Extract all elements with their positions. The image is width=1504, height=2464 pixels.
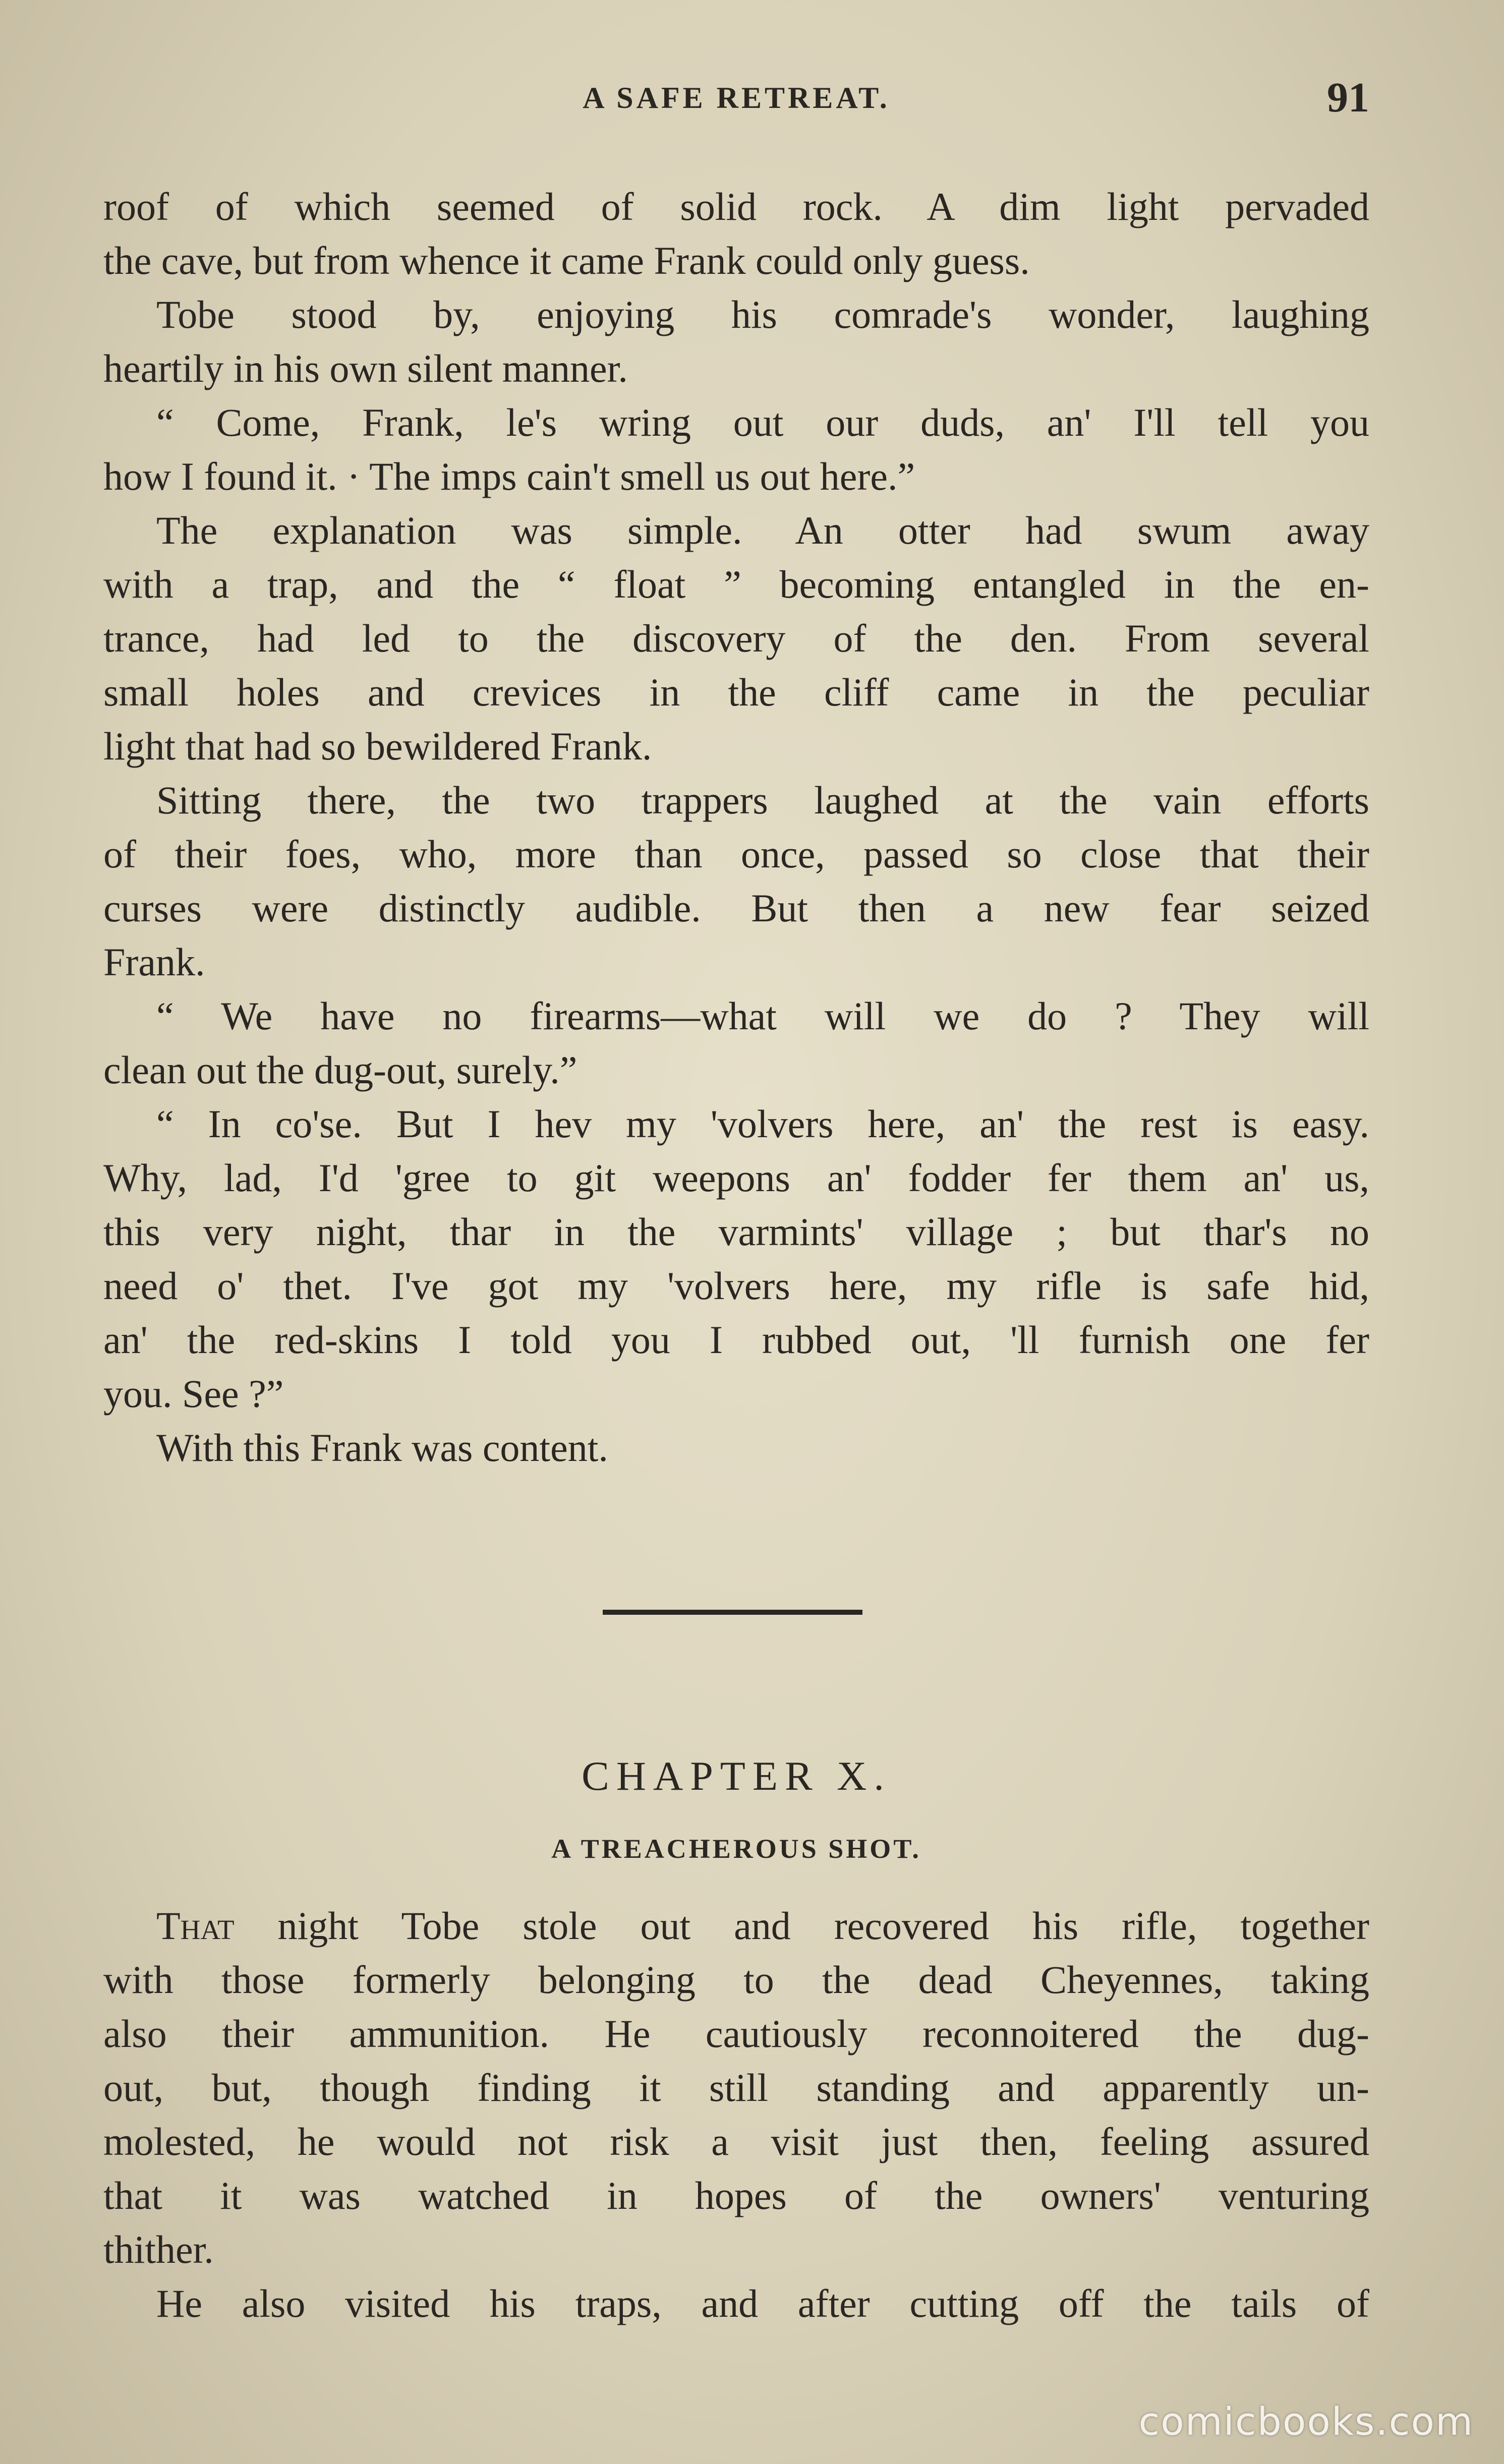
text-line: molested, he would not risk a visit just then, feeling assured [103, 2120, 1369, 2163]
text-line: thither. [103, 2227, 214, 2271]
text-line: Tobe stood by, enjoying his comrade's wonder, laughing [156, 292, 1369, 336]
text-line: “ We have no firearms—what will we do ? They will [156, 994, 1369, 1038]
text-line: Frank. [103, 940, 205, 984]
text-line: with a trap, and the “ float ” becoming entangled in the en- [103, 562, 1369, 606]
text-line: of their foes, who, more than once, passed so close that their [103, 832, 1369, 876]
body-text-top [103, 180, 1369, 1475]
text-line: He also visited his traps, and after cutting off the tails of [156, 2281, 1369, 2325]
text-line: With this Frank was content. [156, 1426, 608, 1470]
text-line: out, but, though finding it still standing and apparently un- [103, 2066, 1369, 2109]
text-line: Sitting there, the two trappers laughed at the vain efforts [156, 778, 1369, 822]
chapter-title: CHAPTER X. [582, 1753, 891, 1799]
chapter-subtitle: A TREACHEROUS SHOT. [551, 1834, 921, 1864]
page-number: 91 [1327, 74, 1369, 121]
text-line [103, 1899, 1369, 1953]
text-line: this very night, thar in the varmints' village ; but thar's no [103, 1210, 1369, 1254]
text-line: with those formerly belonging to the dead Cheyennes, taking [103, 1958, 1369, 2002]
drop-word: That [156, 1904, 235, 1948]
text-line: “ Come, Frank, le's wring out our duds, an' I'll tell you [156, 400, 1369, 444]
text-line: an' the red-skins I told you I rubbed out, 'll furnish one fer [103, 1318, 1369, 1362]
running-head [103, 76, 1369, 131]
text-line-rest: night Tobe stole out and recovered his rifle, together [234, 1904, 1369, 1948]
text-line: how I found it. · The imps cain't smell us out here.” [103, 454, 915, 498]
text-line: the cave, but from whence it came Frank could only guess. [103, 239, 1030, 282]
text-line: that it was watched in hopes of the owners' venturing [103, 2174, 1369, 2217]
text-line: heartily in his own silent manner. [103, 346, 628, 390]
running-title: A SAFE RETREAT. [583, 81, 890, 114]
text-line: light that had so bewildered Frank. [103, 724, 652, 768]
text-line: clean out the dug-out, surely.” [103, 1048, 577, 1092]
text-line: curses were distinctly audible. But then a new fear seized [103, 886, 1369, 930]
watermark: comicbooks.com [1138, 2399, 1474, 2444]
text-line: The explanation was simple. An otter had swum away [156, 508, 1369, 552]
text-line: Why, lad, I'd 'gree to git weepons an' fodder fer them an' us, [103, 1156, 1369, 1200]
body-text-chapter [103, 1899, 1369, 2330]
text-line: small holes and crevices in the cliff came in the peculiar [103, 670, 1369, 714]
text-line: you. See ?” [103, 1372, 284, 1416]
text-line: need o' thet. I've got my 'volvers here, my rifle is safe hid, [103, 1264, 1369, 1308]
text-line: “ In co'se. But I hev my 'volvers here, an' the rest is easy. [156, 1102, 1369, 1146]
text-line: also their ammunition. He cautiously reconnoitered the dug- [103, 2012, 1369, 2056]
section-divider [603, 1610, 862, 1615]
text-line: trance, had led to the discovery of the den. From several [103, 616, 1369, 660]
text-line: roof of which seemed of solid rock. A dim light pervaded [103, 185, 1369, 228]
